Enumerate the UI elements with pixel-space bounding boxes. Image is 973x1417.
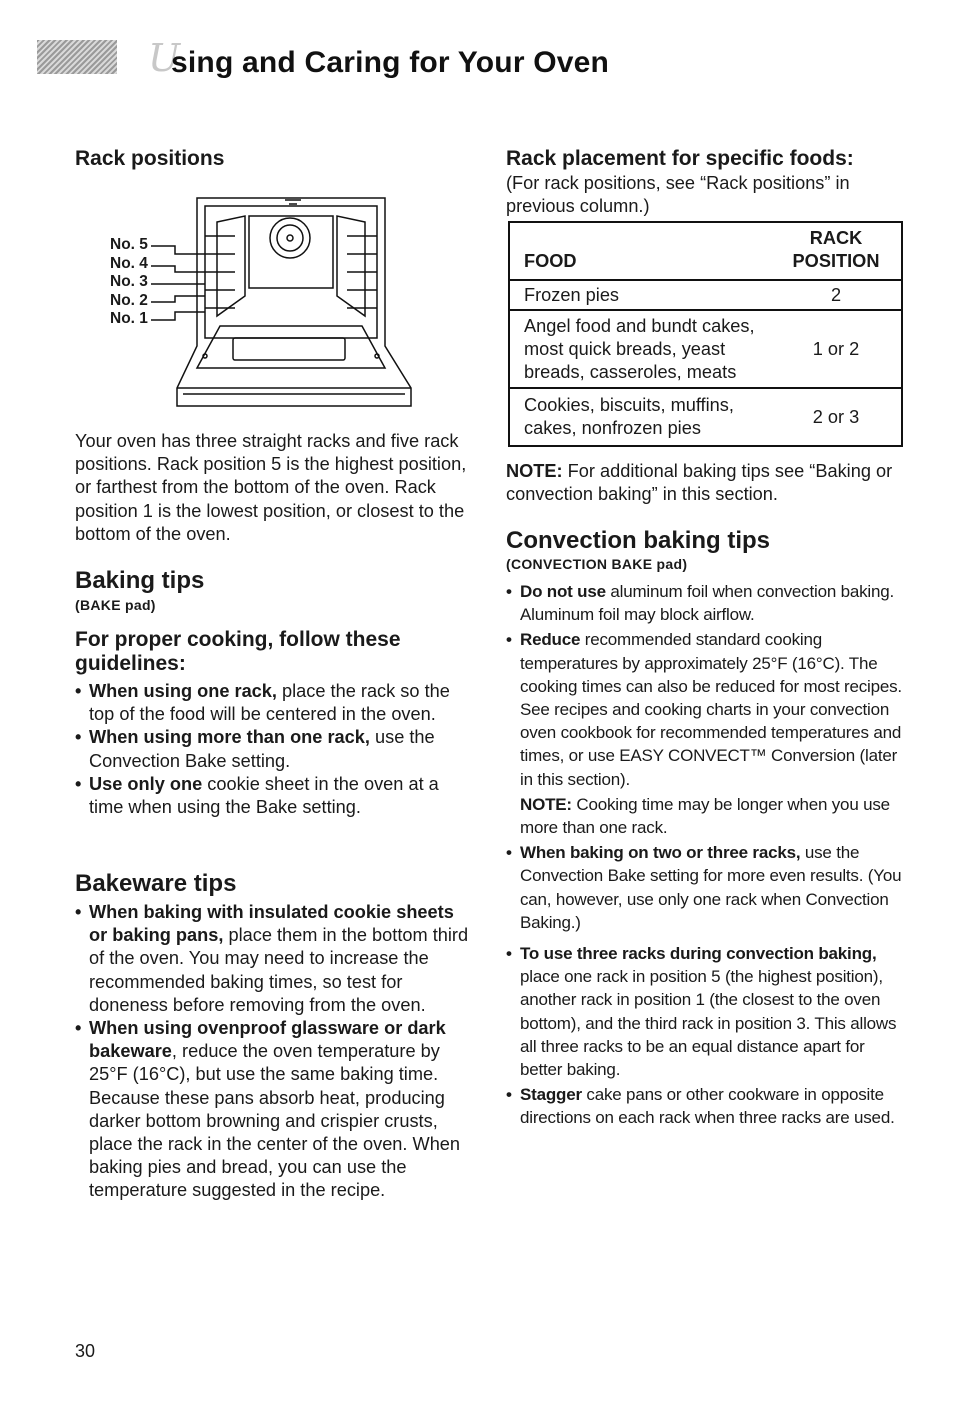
list-item: • When baking on two or three racks, use the Convection Bake setting for more even results. (You can, however, use only one rack when Convection Baking.) [506, 841, 909, 934]
col-rack-header: RACK POSITION [792, 228, 880, 272]
page-title: sing and Caring for Your Oven [171, 46, 610, 79]
rack-label-4: No. 4 [110, 254, 148, 272]
rack-label-5: No. 5 [110, 236, 148, 253]
list-item: • Use only one cookie sheet in the oven at a time when using the Bake setting. [75, 773, 470, 819]
baking-tips-sub: (BAKE pad) [75, 597, 156, 613]
table-row: Angel food and bundt cakes, most quick breads, yeast breads, casseroles, meats 1 or 2 [509, 310, 902, 388]
list-item: • When baking with insulated cookie sheets or baking pans, place them in the bottom third of the oven. You may need to increase the recommended baking times, so test for doneness before removing from the oven. [75, 901, 470, 1017]
baking-tips-list [75, 680, 470, 819]
rack-positions-body: Your oven has three straight racks and five rack positions. Rack position 5 is the highest position, or farthest from the bottom of the oven. Rack position 1 is the lowest position, or closest to the bottom of the oven. [75, 431, 467, 544]
rack-placement-heading: Rack placement for specific foods: [506, 147, 854, 170]
col-food-header: FOOD [524, 251, 577, 272]
page-number: 30 [75, 1341, 96, 1361]
rack-labels [110, 236, 148, 329]
header-initial: U [148, 36, 181, 80]
rack-placement-intro: (For rack positions, see “Rack positions” in previous column.) [506, 173, 850, 217]
rack-label-3: No. 3 [110, 273, 148, 290]
list-item: • When using one rack, place the rack so the top of the food will be centered in the oven. [75, 680, 470, 726]
rack-label-1: No. 1 [110, 310, 148, 327]
list-item: • Stagger cake pans or other cookware in opposite directions on each rack when three racks are used. [506, 1083, 909, 1129]
table-row: Cookies, biscuits, muffins, cakes, nonfrozen pies 2 or 3 [509, 388, 902, 446]
list-item: • When using more than one rack, use the Convection Bake setting. [75, 726, 470, 772]
baking-tips-heading: Baking tips [75, 567, 205, 594]
rack-positions-heading: Rack positions [75, 147, 225, 170]
list-item: • To use three racks during convection baking, place one rack in position 5 (the highest position), another rack in position 1 (the closest to the oven bottom), and the third rack in position 3. This allows all three racks to be an equal distance apart for better baking. [506, 942, 909, 1081]
oven-rack-diagram [105, 196, 417, 428]
bakeware-tips-list [75, 901, 470, 1203]
rack-placement-note: NOTE: For additional baking tips see “Baking or convection baking” in this section. [506, 461, 893, 505]
rack-placement-table [508, 221, 903, 447]
convection-tips-list [506, 580, 909, 1130]
guidelines-heading: For proper cooking, follow these guidelines: [75, 628, 401, 675]
convection-sub: (CONVECTION BAKE pad) [506, 556, 688, 572]
list-item: • When using ovenproof glassware or dark bakeware, reduce the oven temperature by 25°F (16°C), but use the same baking time. Because these pans absorb heat, producing darker bottom browning and crispier crusts, place the rack in the center of the oven. When baking pies and bread, you can use the temperature suggested in the recipe. [75, 1017, 470, 1203]
convection-heading: Convection baking tips [506, 527, 771, 554]
convection-note: NOTE: Cooking time may be longer when you use more than one rack. [520, 794, 890, 838]
list-item: • Do not use aluminum foil when convection baking. Aluminum foil may block airflow. [506, 580, 909, 626]
list-item: • Reduce recommended standard cooking temperatures by approximately 25°F (16°C). The cooking times can also be reduced for most recipes. See recipes and cooking charts in your convection oven cookbook for recommended temperatures and times, or use EASY CONVECT™ Conversion (later in this section). NOTE: Cooking time may be longer when you use more than one rack. [506, 628, 909, 839]
rack-label-2: No. 2 [110, 291, 148, 309]
header-decoration [37, 40, 117, 74]
table-row: Frozen pies 2 [509, 280, 902, 310]
bakeware-tips-heading: Bakeware tips [75, 870, 237, 897]
